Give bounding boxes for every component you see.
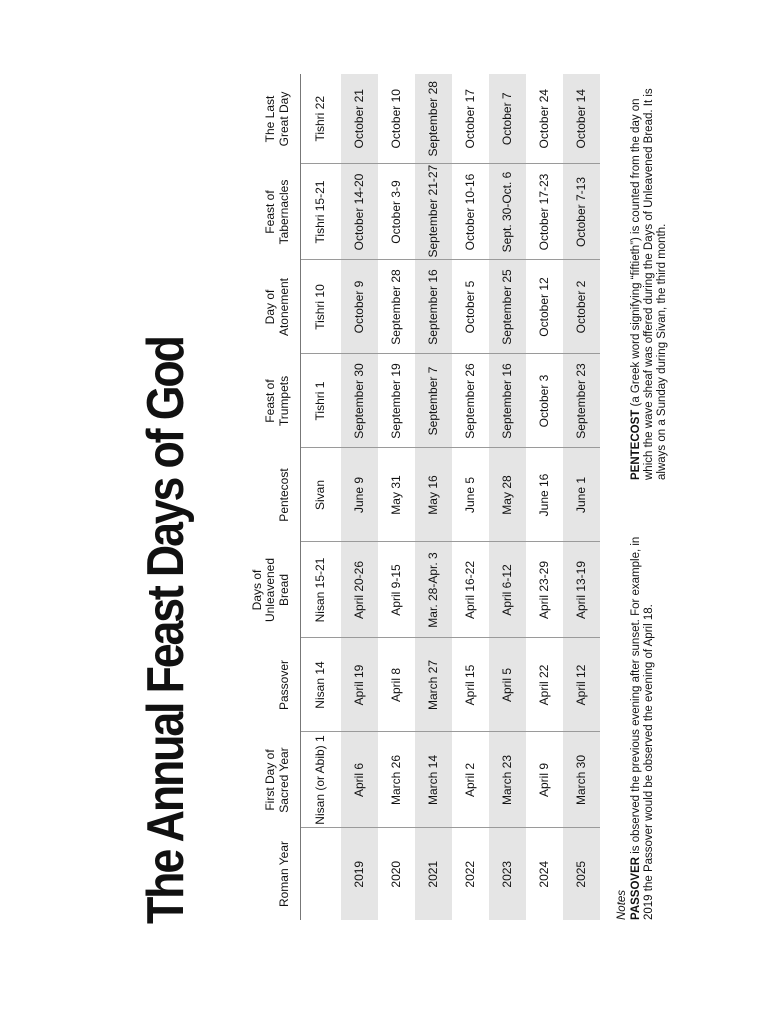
date-cell: June 1 xyxy=(563,448,600,542)
date-cell: October 10-16 xyxy=(452,164,489,260)
column-header-line: The Last xyxy=(263,95,278,143)
date-cell: March 26 xyxy=(378,732,415,828)
date-cell: October 7-13 xyxy=(563,164,600,260)
column-header xyxy=(226,542,301,638)
date-cell: March 27 xyxy=(415,638,452,732)
date-cell: October 3-9 xyxy=(378,164,415,260)
column-header-line: Day of xyxy=(263,289,278,325)
date-cell: April 13-19 xyxy=(563,542,600,638)
date-cell: October 21 xyxy=(341,74,378,164)
column-header xyxy=(226,638,301,732)
date-cell: March 14 xyxy=(415,732,452,828)
date-cell: October 17-23 xyxy=(526,164,563,260)
date-cell: April 9-15 xyxy=(378,542,415,638)
date-cell: September 16 xyxy=(489,354,526,448)
table-row xyxy=(563,74,600,920)
date-cell: October 24 xyxy=(526,74,563,164)
column-header-line: Great Day xyxy=(277,91,292,147)
date-cell: May 28 xyxy=(489,448,526,542)
date-cell: April 8 xyxy=(378,638,415,732)
column-header-line: Atonement xyxy=(277,277,292,337)
column-header xyxy=(226,260,301,354)
date-cell: June 9 xyxy=(341,448,378,542)
date-cell: April 2 xyxy=(452,732,489,828)
date-cell: April 16-22 xyxy=(452,542,489,638)
date-cell: September 19 xyxy=(378,354,415,448)
passover-term: PASSOVER xyxy=(630,856,642,920)
date-cell: September 16 xyxy=(415,260,452,354)
date-cell: September 7 xyxy=(415,354,452,448)
date-cell: Tishri 22 xyxy=(301,74,342,164)
date-cell: October 10 xyxy=(378,74,415,164)
roman-year-cell xyxy=(301,828,342,920)
passover-note xyxy=(630,510,656,920)
date-cell: September 25 xyxy=(489,260,526,354)
date-cell: Tishri 1 xyxy=(301,354,342,448)
date-cell: April 5 xyxy=(489,638,526,732)
date-cell: October 17 xyxy=(452,74,489,164)
date-cell: September 30 xyxy=(341,354,378,448)
passover-note-text: is observed the previous evening after sunset. For example, in 2019 the Passover would be observed the evening of April 18. xyxy=(630,536,656,920)
column-header-line: Pentecost xyxy=(277,468,292,522)
column-header-line: Feast of xyxy=(263,190,278,234)
hebrew-calendar-row xyxy=(301,74,342,920)
table-row xyxy=(526,74,563,920)
column-header-line: Bread xyxy=(277,573,292,607)
column-header-line: Tabernacles xyxy=(277,179,292,245)
date-cell: October 9 xyxy=(341,260,378,354)
date-cell: June 16 xyxy=(526,448,563,542)
date-cell: Tishri 15-21 xyxy=(301,164,342,260)
column-header-line: First Day of xyxy=(263,749,278,811)
date-cell: September 26 xyxy=(452,354,489,448)
column-header xyxy=(226,74,301,164)
date-cell: October 14-20 xyxy=(341,164,378,260)
date-cell: Sept. 30-Oct. 6 xyxy=(489,164,526,260)
column-header-line: Unleavened xyxy=(263,557,278,623)
column-header-line: Sacred Year xyxy=(277,747,292,813)
date-cell: April 15 xyxy=(452,638,489,732)
roman-year-cell: 2020 xyxy=(388,860,403,888)
date-cell: April 22 xyxy=(526,638,563,732)
column-header-line: Roman Year xyxy=(277,840,292,908)
table-row xyxy=(489,74,526,920)
date-cell: September 21-27 xyxy=(415,164,452,260)
notes-section xyxy=(616,70,669,920)
pentecost-note-text: (a Greek word signifying “fiftieth”) is counted from the day on which the wave sheaf was offered during the Days of Unleavened Bread. It is always on a Sunday during Sivan, the third month. xyxy=(630,88,669,480)
date-cell: Sivan xyxy=(301,448,342,542)
roman-year-cell: 2023 xyxy=(489,828,526,920)
date-cell: September 28 xyxy=(415,74,452,164)
date-cell: April 20-26 xyxy=(341,542,378,638)
date-cell: October 14 xyxy=(563,74,600,164)
date-cell: October 12 xyxy=(526,260,563,354)
pentecost-term: PENTECOST xyxy=(630,409,642,480)
table-row xyxy=(415,74,452,920)
roman-year-cell: 2021 xyxy=(415,828,452,920)
date-cell: April 23-29 xyxy=(526,542,563,638)
date-cell: May 31 xyxy=(378,448,415,542)
table-header-row xyxy=(226,74,301,920)
date-cell: October 3 xyxy=(526,354,563,448)
feast-days-table xyxy=(226,74,600,920)
table-row xyxy=(452,74,489,920)
table-row xyxy=(341,74,378,920)
date-cell: April 9 xyxy=(526,732,563,828)
column-header-line: Days of xyxy=(249,569,264,611)
pentecost-note xyxy=(630,70,670,480)
date-cell: October 5 xyxy=(452,260,489,354)
table-row xyxy=(378,74,415,920)
date-cell: April 6-12 xyxy=(489,542,526,638)
date-cell: April 12 xyxy=(563,638,600,732)
column-header-line: Feast of xyxy=(263,379,278,423)
date-cell: May 16 xyxy=(415,448,452,542)
roman-year-cell: 2022 xyxy=(462,860,477,888)
date-cell: September 28 xyxy=(378,260,415,354)
date-cell: Mar. 28-Apr. 3 xyxy=(415,542,452,638)
roman-year-cell: 2025 xyxy=(563,828,600,920)
column-header xyxy=(226,732,301,828)
date-cell: September 23 xyxy=(563,354,600,448)
date-cell: March 23 xyxy=(489,732,526,828)
date-cell: March 30 xyxy=(563,732,600,828)
column-header-line: Trumpets xyxy=(277,375,292,427)
roman-year-cell: 2019 xyxy=(341,828,378,920)
page-title: The Annual Feast Days of God xyxy=(137,337,195,924)
column-header xyxy=(226,354,301,448)
date-cell: Nisan (or Abib) 1 xyxy=(301,732,342,828)
date-cell: April 6 xyxy=(341,732,378,828)
roman-year-cell: 2024 xyxy=(536,860,551,888)
table-body xyxy=(301,74,601,920)
column-header-line: Passover xyxy=(277,659,292,711)
date-cell: Nisan 15-21 xyxy=(301,542,342,638)
date-cell: Nisan 14 xyxy=(301,638,342,732)
column-header xyxy=(226,164,301,260)
date-cell: June 5 xyxy=(452,448,489,542)
column-header xyxy=(226,828,301,920)
date-cell: Tishri 10 xyxy=(301,260,342,354)
notes-label: Notes xyxy=(616,889,628,920)
date-cell: October 7 xyxy=(489,74,526,164)
date-cell: April 19 xyxy=(341,638,378,732)
date-cell: October 2 xyxy=(563,260,600,354)
column-header xyxy=(226,448,301,542)
